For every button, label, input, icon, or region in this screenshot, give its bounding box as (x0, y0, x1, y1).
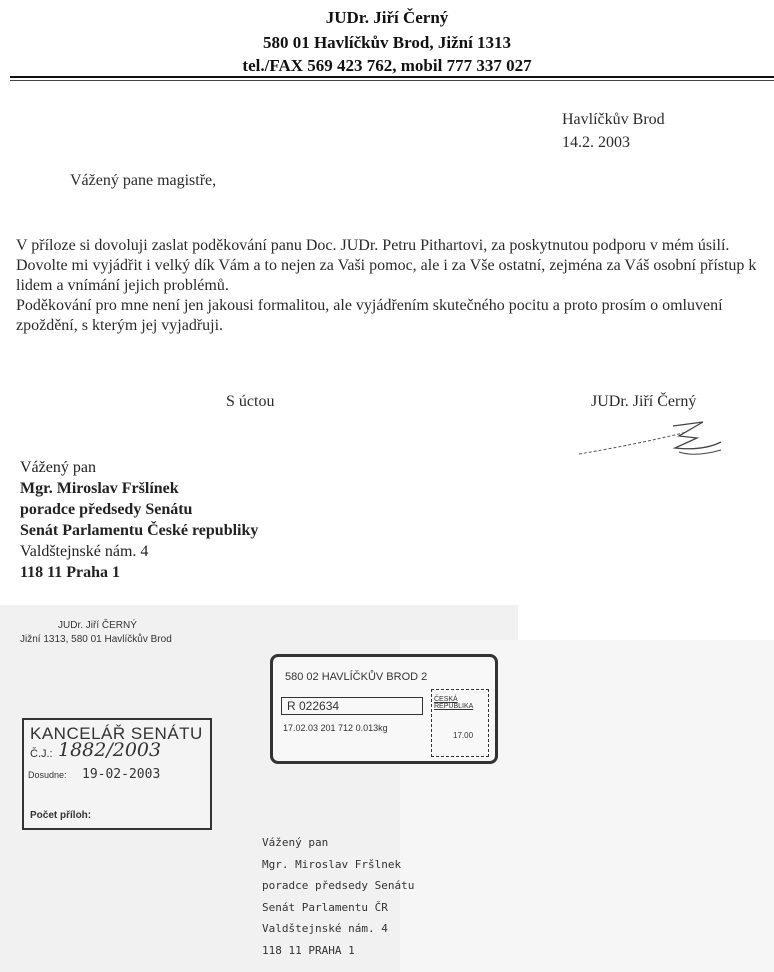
envelope-recipient (262, 832, 414, 961)
address-salutation: Vážený pan (20, 459, 96, 476)
letterhead-name: JUDr. Jiří Černý (325, 8, 449, 27)
letter-date: 14.2. 2003 (562, 134, 630, 151)
letter-place: Havlíčkův Brod (562, 111, 665, 128)
postage-meter-header: 580 02 HAVLÍČKŮV BROD 2 (285, 671, 428, 683)
letter-closing: S úctou (226, 393, 275, 410)
envelope-recipient-line: poradce předsedy Senátu (262, 879, 415, 892)
envelope-sender (20, 619, 172, 647)
envelope-recipient-line: Vážený pan (262, 836, 329, 849)
receipt-stamp-attachments-label: Počet příloh: (30, 810, 92, 821)
envelope-sender-name: JUDr. Jiří ČERNÝ (58, 620, 137, 631)
letter-paragraph: Poděkování pro mne není jen jakousi formalitou, ale vyjádřením skutečného pocitu a proto prosím o omluvení zpoždění, s kterým jej vyjadřuji. (16, 297, 723, 334)
letter-paragraph: Dovolte mi vyjádřit i velký dík Vám a to nejen za Vaši pomoc, ale i za Vše ostatní, zejména za Váš osobní přístup k lidem a vnímání jejich problémů. (16, 257, 757, 294)
letter-body (16, 236, 766, 336)
receipt-stamp-title: KANCELÁŘ SENÁTU (30, 724, 203, 743)
address-institution: Senát Parlamentu České republiky (20, 522, 259, 539)
letterhead-rule (10, 76, 774, 78)
envelope-recipient-line: Valdštejnské nám. 4 (262, 922, 388, 935)
handwritten-signature (575, 412, 725, 462)
envelope-sender-address: Jižní 1313, 580 01 Havlíčkův Brod (20, 634, 172, 645)
registration-number: R 022634 (287, 699, 340, 713)
postage-stamp-country: ČESKÁ REPUBLIKA (434, 696, 474, 710)
envelope-recipient-line: 118 11 PRAHA 1 (262, 943, 355, 957)
letterhead-rule-thin (10, 80, 774, 81)
address-block (20, 457, 258, 583)
receipt-stamp-cj-label: Č.J.: (30, 748, 53, 760)
envelope-recipient-line: Senát Parlamentu ČR (262, 900, 388, 914)
letter-salutation: Vážený pane magistře, (70, 172, 217, 189)
receipt-stamp-cj-value: 1882/2003 (58, 739, 162, 761)
receipt-stamp-date-label: Dosudne: (28, 770, 67, 780)
address-recipient-name: Mgr. Miroslav Fršlínek (20, 480, 179, 497)
letter-paragraph: V příloze si dovoluji zaslat poděkování panu Doc. JUDr. Petru Pithartovi, za poskytnutou podporu v mém úsilí. (16, 237, 730, 254)
senate-receipt-stamp (22, 718, 212, 830)
address-street: Valdštejnské nám. 4 (20, 543, 149, 560)
letterhead-address: 580 01 Havlíčkův Brod, Jižní 1313 (262, 33, 512, 52)
envelope-recipient-line: Mgr. Miroslav Fršlnek (262, 857, 402, 871)
postage-meter-stamp (270, 654, 498, 764)
letterhead-phones: tel./FAX 569 423 762, mobil 777 337 027 (242, 56, 532, 75)
signature-name: JUDr. Jiří Černý (591, 393, 697, 410)
address-city: 118 11 Praha 1 (20, 564, 121, 581)
address-recipient-title: poradce předsedy Senátu (20, 501, 193, 518)
postage-stamp-value: 17.00 (453, 731, 474, 740)
postage-meter-info: 17.02.03 201 712 0.013kg (283, 723, 388, 733)
receipt-stamp-date-value: 19-02-2003 (82, 767, 161, 782)
